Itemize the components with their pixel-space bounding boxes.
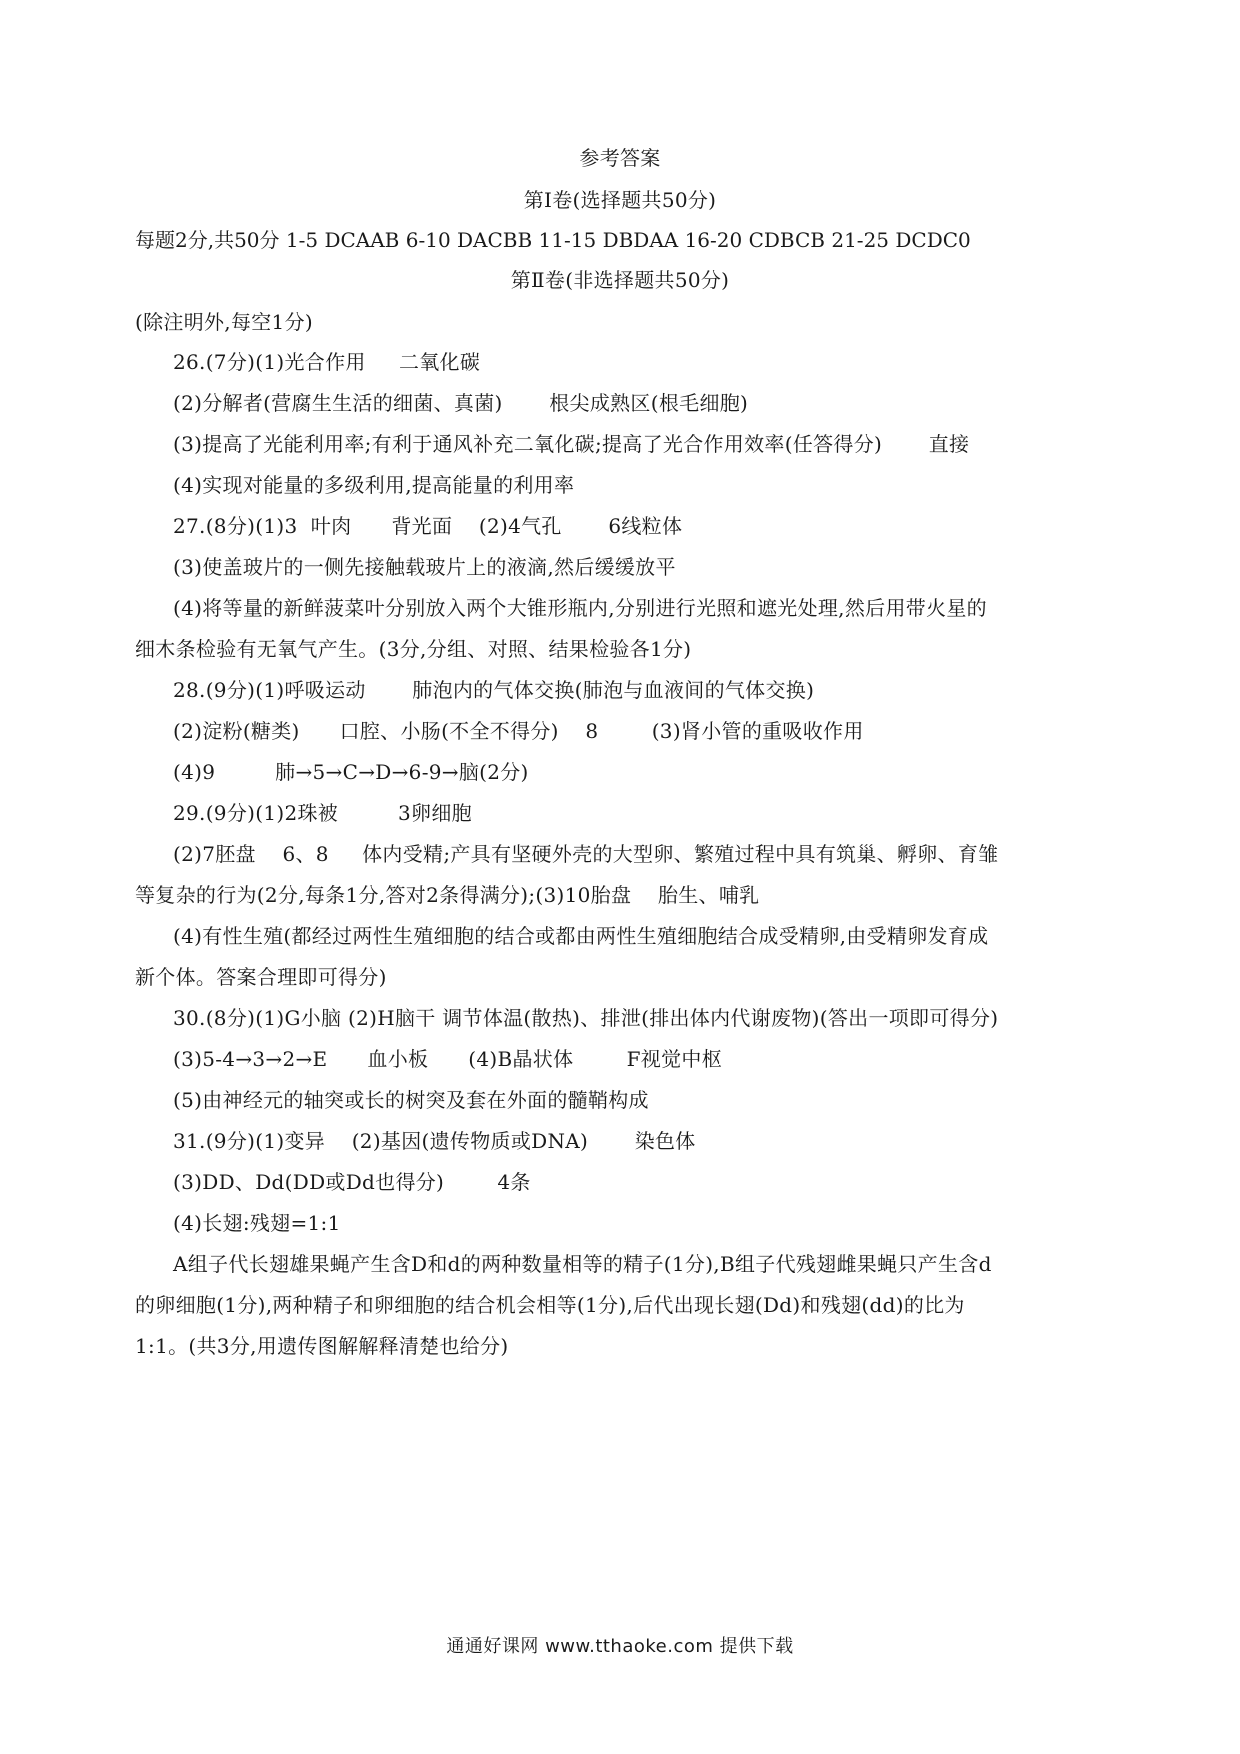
answer-line: 等复杂的行为(2分,每条1分,答对2条得满分);(3)10胎盘 胎生、哺乳 — [135, 883, 760, 907]
section1-heading: 第Ⅰ卷(选择题共50分) — [523, 188, 717, 212]
answer-line: 27.(8分)(1)3 叶肉 背光面 (2)4气孔 6线粒体 — [173, 514, 683, 538]
answer-line: (5)由神经元的轴突或长的树突及套在外面的髓鞘构成 — [173, 1088, 649, 1112]
answer-line: (4)长翅:残翅=1:1 — [173, 1211, 341, 1235]
answer-line: 新个体。答案合理即可得分) — [135, 965, 387, 989]
answer-line: (2)7胚盘 6、8 体内受精;产具有坚硬外壳的大型卵、繁殖过程中具有筑巢、孵卵、育雏 — [173, 842, 999, 866]
answer-line: (3)DD、Dd(DD或Dd也得分) 4条 — [173, 1170, 531, 1194]
answer-line: 的卵细胞(1分),两种精子和卵细胞的结合机会相等(1分),后代出现长翅(Dd)和残翅(dd)的比为 — [135, 1293, 965, 1317]
answer-line: (3)提高了光能利用率;有利于通风补充二氧化碳;提高了光合作用效率(任答得分) 直接 — [173, 432, 970, 456]
answer-line: 29.(9分)(1)2珠被 3卵细胞 — [173, 801, 472, 825]
answer-line: 1:1。(共3分,用遗传图解解释清楚也给分) — [135, 1334, 509, 1358]
answer-line: 26.(7分)(1)光合作用 二氧化碳 — [173, 350, 481, 374]
answer-line: 细木条检验有无氧气产生。(3分,分组、对照、结果检验各1分) — [135, 637, 692, 661]
section2-note: (除注明外,每空1分) — [135, 310, 313, 334]
answer-line: (3)使盖玻片的一侧先接触载玻片上的液滴,然后缓缓放平 — [173, 555, 676, 579]
answer-line: A组子代长翅雄果蝇产生含D和d的两种数量相等的精子(1分),B组子代残翅雌果蝇只产生含d — [173, 1252, 992, 1276]
answer-line: (4)9 肺→5→C→D→6-9→脑(2分) — [173, 760, 529, 784]
answer-line: 28.(9分)(1)呼吸运动 肺泡内的气体交换(肺泡与血液间的气体交换) — [173, 678, 815, 702]
answer-line: (3)5-4→3→2→E 血小板 (4)B晶状体 F视觉中枢 — [173, 1047, 723, 1071]
answer-line: 30.(8分)(1)G小脑 (2)H脑干 调节体温(散热)、排泄(排出体内代谢废物)(答出一项即可得分) — [173, 1006, 999, 1030]
section2-heading: 第Ⅱ卷(非选择题共50分) — [510, 268, 730, 292]
answer-line: (4)实现对能量的多级利用,提高能量的利用率 — [173, 473, 575, 497]
answer-line: (2)淀粉(糖类) 口腔、小肠(不全不得分) 8 (3)肾小管的重吸收作用 — [173, 719, 864, 743]
answer-line: (4)将等量的新鲜菠菜叶分别放入两个大锥形瓶内,分别进行光照和遮光处理,然后用带火星的 — [173, 596, 987, 620]
page-title: 参考答案 — [579, 146, 661, 170]
answer-line: (4)有性生殖(都经过两性生殖细胞的结合或都由两性生殖细胞结合成受精卵,由受精卵发育成 — [173, 924, 989, 948]
answer-line: 31.(9分)(1)变异 (2)基因(遗传物质或DNA) 染色体 — [173, 1129, 696, 1153]
answer-line: (2)分解者(营腐生生活的细菌、真菌) 根尖成熟区(根毛细胞) — [173, 391, 749, 415]
footer-watermark: 通通好课网 www.tthaoke.com 提供下载 — [446, 1636, 794, 1657]
section1-answers: 每题2分,共50分 1-5 DCAAB 6-10 DACBB 11-15 DBDAA 16-20 CDBCB 21-25 DCDC0 — [135, 228, 971, 252]
